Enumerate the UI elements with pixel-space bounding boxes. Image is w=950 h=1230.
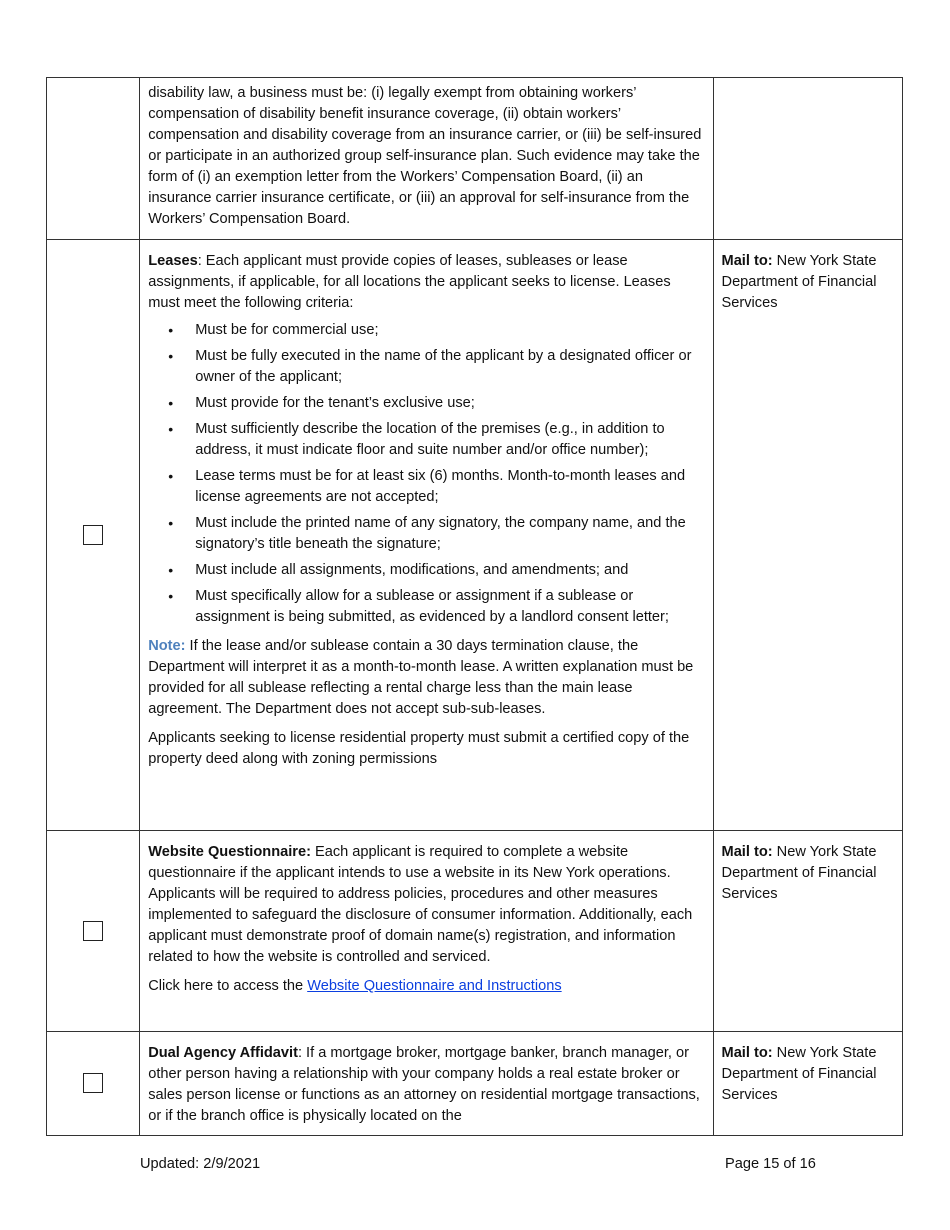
leases-criteria-list [148, 320, 704, 628]
dual-agency-cell [140, 1032, 713, 1136]
footer-updated-date: Updated: 2/9/2021 [140, 1156, 261, 1172]
website-cell [140, 831, 713, 1032]
note-label: Note: [148, 638, 186, 654]
empty-mail-cell [713, 78, 902, 240]
website-title: Website Questionnaire: [148, 844, 311, 860]
list-item: • Must be for commercial use; [148, 320, 704, 341]
residential-requirement: Applicants seeking to license residential property must submit a certified copy of the property deed along with zoning permissions [148, 730, 690, 767]
footer-page-number: Page 15 of 16 [725, 1156, 816, 1172]
requirements-table [46, 77, 903, 1136]
leases-checkbox[interactable] [83, 525, 103, 545]
list-item: • Must include the printed name of any signatory, the company name, and the signatory’s title beneath the signature; [148, 513, 704, 555]
empty-checkbox-cell [47, 78, 140, 240]
website-mail-cell [713, 831, 902, 1032]
dual-agency-title: Dual Agency Affidavit [148, 1045, 298, 1061]
leases-intro: Leases: Each applicant must provide copies of leases, subleases or lease assignments, if applicable, for all locations the applicant seeks to license. Leases must meet the following criteria: [148, 253, 671, 311]
dual-agency-description: Dual Agency Affidavit: If a mortgage broker, mortgage banker, branch manager, or other person having a relationship with your company holds a real estate broker or sales person license or functions as an attorney on residential mortgage transactions, or if the branch office is physically located on the [148, 1045, 700, 1124]
dual-agency-mail-cell [713, 1032, 902, 1136]
workers-comp-text: disability law, a business must be: (i) legally exempt from obtaining workers’ compensation of disability benefit insurance coverage, (ii) obtain workers’ compensation and disability coverage from an insurance carrier, or (iii) be self-insured or participate in an authorized group self-insurance plan. Such evidence may take the form of (i) an exemption letter from the Workers’ Compensation Board, (ii) an insurance carrier insurance certificate, or (iii) an approval for self-insurance from the Workers’ Compensation Board. [148, 85, 702, 227]
list-item: • Must be fully executed in the name of the applicant by a designated officer or owner of the applicant; [148, 346, 704, 388]
website-link-line: Click here to access the Website Questionnaire and Instructions [148, 978, 562, 994]
list-item: • Must include all assignments, modifications, and amendments; and [148, 560, 704, 581]
mail-to-label: Mail to: [721, 253, 773, 269]
leases-mail-cell [713, 240, 902, 831]
dual-agency-checkbox[interactable] [83, 1073, 103, 1093]
mail-to-label: Mail to: [721, 1045, 773, 1061]
list-item: • Must specifically allow for a sublease or assignment if a sublease or assignment is being submitted, as evidenced by a landlord consent letter; [148, 586, 704, 628]
website-description: Website Questionnaire: Each applicant is required to complete a website questionnaire if the applicant intends to use a website in its New York operations. Applicants will be required to address policies, procedures and other measures implemented to safeguard the disclosure of consumer information. Additionally, each applicant must demonstrate proof of domain name(s) registration, and information related to how the website is controlled and serviced. [148, 844, 693, 965]
list-item: • Must provide for the tenant’s exclusive use; [148, 393, 704, 414]
mail-to-address: New York State Department of Financial Services [721, 253, 877, 311]
table-row [47, 831, 903, 1032]
leases-note: Note: If the lease and/or sublease contain a 30 days termination clause, the Department will interpret it as a month-to-month lease. A written explanation must be provided for all sublease reflecting a rental charge less than the main lease agreement. The Department does not accept sub-sub-leases. [148, 638, 694, 717]
list-item: • Lease terms must be for at least six (6) months. Month-to-month leases and license agreements are not accepted; [148, 466, 704, 508]
list-item: • Must sufficiently describe the location of the premises (e.g., in addition to address, it must indicate floor and suite number and/or office number); [148, 419, 704, 461]
leases-cell [140, 240, 713, 831]
table-row [47, 78, 903, 240]
workers-comp-cell [140, 78, 713, 240]
website-questionnaire-link[interactable]: Website Questionnaire and Instructions [307, 978, 562, 994]
dual-agency-checkbox-cell [47, 1032, 140, 1136]
leases-checkbox-cell [47, 240, 140, 831]
table-row [47, 1032, 903, 1136]
table-row [47, 240, 903, 831]
mail-to-address: New York State Department of Financial Services [721, 844, 877, 902]
mail-to-address: New York State Department of Financial Services [721, 1045, 877, 1103]
mail-to-label: Mail to: [721, 844, 773, 860]
website-checkbox[interactable] [83, 921, 103, 941]
leases-title: Leases [148, 253, 198, 269]
website-checkbox-cell [47, 831, 140, 1032]
